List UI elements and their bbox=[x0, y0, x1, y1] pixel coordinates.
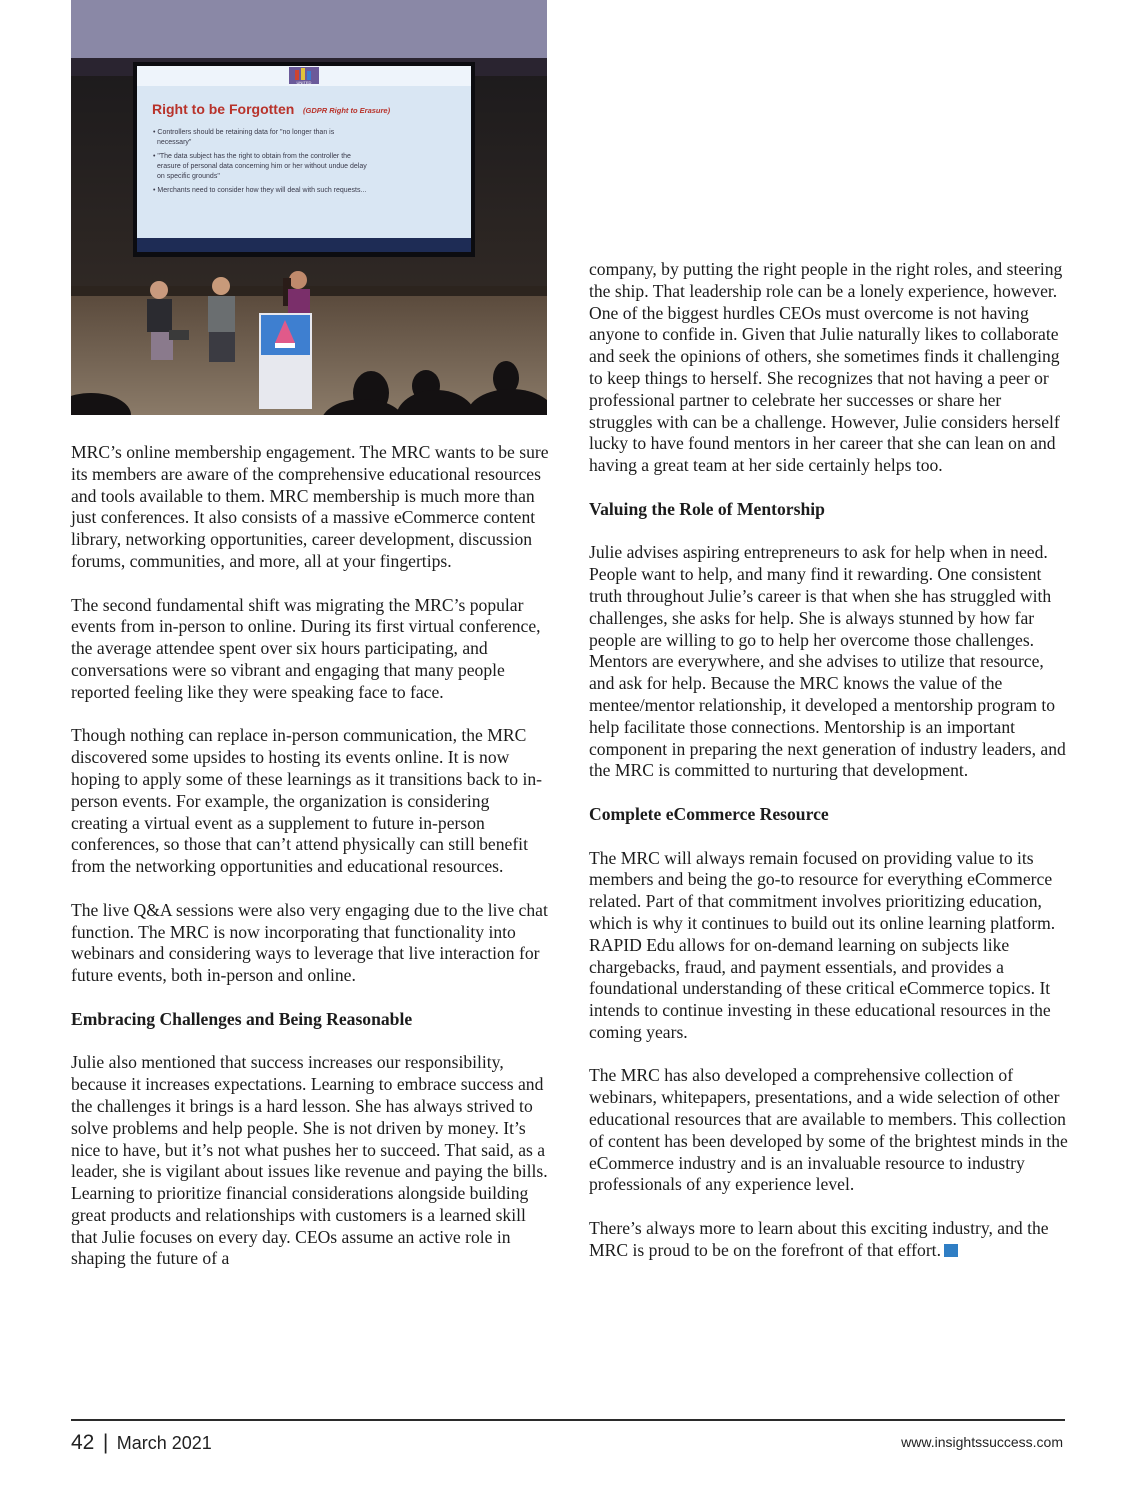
paragraph: The second fundamental shift was migrating the MRC’s popular events from in-person to online. During its first virtual conference, the average attendee spent over six hours participating, and conversations were so vibrant and engaging that many people reported feeling like they were speaking face to face. bbox=[71, 594, 541, 702]
footer-rule bbox=[71, 1419, 1065, 1421]
slide-title: Right to be Forgotten bbox=[152, 101, 295, 117]
section-heading: Valuing the Role of Mentorship bbox=[589, 498, 825, 519]
paragraph-text: There’s always more to learn about this exciting industry, and the MRC is proud to be on the forefront of that effort. bbox=[589, 1218, 1049, 1260]
paragraph: company, by putting the right people in the right roles, and steering the ship. That leadership role can be a lonely experience, however. One of the biggest hurdles CEOs must overcome is not having anyone to confide in. Given that Julie naturally likes to collaborate and seek the opinions of others, she sometimes finds it challenging to keep things to herself. She recognizes that not having a peer or professional partner to celebrate her successes or share her struggles with can be a challenge. However, Julie considers herself lucky to have found mentors in her career that she can lean on and having a great team at her side certainly helps too. bbox=[589, 259, 1063, 476]
slide-subtitle: (GDPR Right to Erasure) bbox=[303, 106, 391, 115]
footer-separator: | bbox=[102, 1431, 109, 1454]
section-heading: Embracing Challenges and Being Reasonable bbox=[71, 1008, 413, 1029]
photo-top-band bbox=[71, 0, 547, 58]
website-link[interactable]: www.insightssuccess.com bbox=[901, 1434, 1063, 1450]
paragraph: MRC’s online membership engagement. The MRC wants to be sure its members are aware of the comprehensive educational resources and tools available to them. MRC membership is much more than just conferences. It also consists of a massive eCommerce content library, networking opportunities, career development, discussion forums, communities, and more, all at your fingertips. bbox=[71, 442, 549, 571]
slide-logo-text: UNITED bbox=[296, 80, 312, 85]
closing-paragraph bbox=[589, 1218, 1069, 1262]
left-column bbox=[71, 442, 549, 1292]
footer-page-info bbox=[71, 1431, 212, 1455]
page-number: 42 bbox=[71, 1431, 95, 1454]
slide-bullet: • "The data subject has the right to obtain from the controller the bbox=[153, 153, 351, 160]
slide-bullet: • Merchants need to consider how they will deal with such requests... bbox=[153, 187, 367, 194]
paragraph: The MRC has also developed a comprehensive collection of webinars, whitepapers, presentations, and a wide selection of other educational resources that are available to members. This collection of content has been developed by some of the brightest minds in the eCommerce industry and is an invaluable resource to industry professionals of any experience level. bbox=[589, 1065, 1068, 1195]
slide-bullet: erasure of personal data concerning him or her without undue delay bbox=[157, 163, 367, 170]
paragraph: The MRC will always remain focused on providing value to its members and being the go-to resource for everything eCommerce related. Part of that commitment involves prioritizing education, which is why it continues to build out its online learning platform. RAPID Edu allows for on-demand learning on subjects like chargebacks, fraud, and payment essentials, and provides a foundational understanding of these critical eCommerce topics. It intends to continue investing in these educational resources in the coming years. bbox=[589, 847, 1056, 1042]
slide-bullet: necessary" bbox=[157, 139, 192, 146]
section-heading: Complete eCommerce Resource bbox=[589, 803, 829, 824]
end-mark-icon bbox=[944, 1244, 958, 1257]
paragraph: Julie also mentioned that success increases our responsibility, because it increases expectations. Learning to embrace success and the challenges it brings is a hard lesson. She has always strived to solve problems and help people. She is not driven by money. It’s nice to have, but it’s not what pushes her to succeed. That said, as a leader, she is vigilant about issues like revenue and paying the bills. Learning to prioritize financial considerations alongside building great products and relationships with customers is a learned skill that Julie focuses on every day. CEOs assume an active role in shaping the future of a bbox=[71, 1052, 548, 1269]
paragraph: Though nothing can replace in-person communication, the MRC discovered some upsides to hosting its events online. It is now hoping to apply some of these learnings as it transitions back to in-person events. For example, the organization is considering creating a virtual event as a supplement to future in-person conferences, so those that can’t attend physically can still benefit from the networking opportunities and educational resources. bbox=[71, 725, 543, 877]
paragraph: Julie advises aspiring entrepreneurs to ask for help when in need. People want to help, and many find it rewarding. One consistent truth throughout Julie’s career is that when she has struggled with challenges, she asks for help. She is always stunned by how far people are willing to go to help her overcome those challenges. Mentors are everywhere, and she advises to utilize that resource, and ask for help. Because the MRC knows the value of the mentee/mentor relationship, it developed a mentorship program to help facilitate those connections. Mentorship is an important component in preparing the next generation of industry leaders, and the MRC is committed to nurturing that development. bbox=[589, 542, 1066, 781]
podium bbox=[259, 313, 312, 409]
slide-bullet: • Controllers should be retaining data for "no longer than is bbox=[153, 129, 335, 136]
right-column bbox=[589, 259, 1069, 1283]
conference-photo bbox=[71, 58, 547, 415]
slide-bullet: on specific grounds" bbox=[157, 173, 220, 180]
issue-date: March 2021 bbox=[116, 1433, 212, 1453]
conference-photo-illustration bbox=[71, 58, 547, 415]
paragraph: The live Q&A sessions were also very engaging due to the live chat function. The MRC is now incorporating that functionality into webinars and considering ways to leverage that live interaction for future events, both in-person and online. bbox=[71, 899, 548, 986]
